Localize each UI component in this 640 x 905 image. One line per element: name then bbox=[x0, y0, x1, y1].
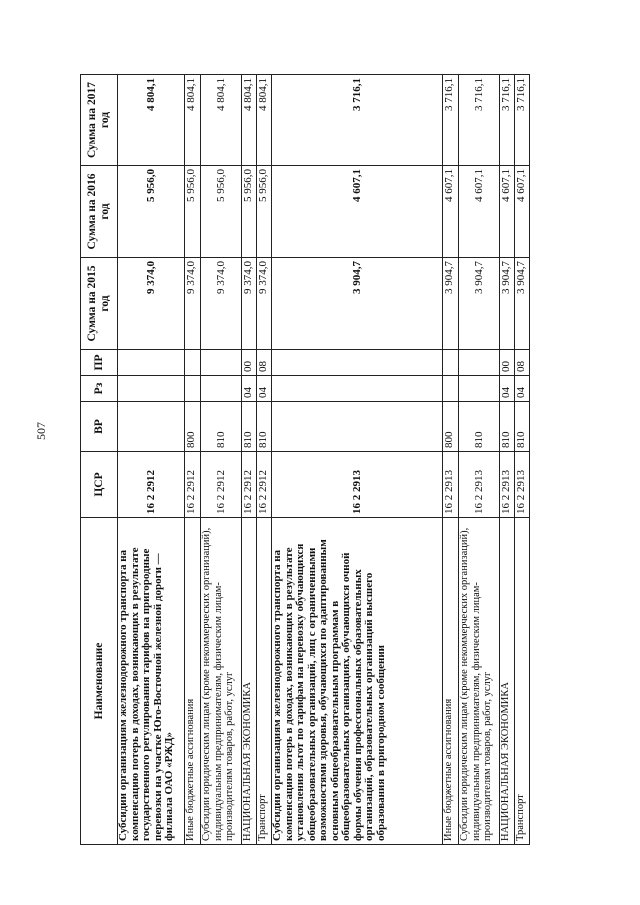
table-row bbox=[201, 75, 242, 845]
row-vr: 810 bbox=[242, 402, 257, 452]
row-vr bbox=[272, 402, 443, 452]
table-row bbox=[443, 75, 459, 845]
row-sum-2015: 3 904,7 bbox=[272, 258, 443, 350]
table-row bbox=[185, 75, 201, 845]
row-name: Субсидии юридическим лицам (кроме некоммерческих организаций), индивидуальным предпринимателям, физическим лицам-производителям товаров, работ, услуг bbox=[459, 518, 500, 845]
row-name: Субсидии юридическим лицам (кроме некоммерческих организаций), индивидуальным предпринимателям, физическим лицам-производителям товаров, работ, услуг bbox=[201, 518, 242, 845]
header-sum-2016: Сумма на 2016 год bbox=[81, 166, 118, 258]
row-vr: 810 bbox=[499, 402, 514, 452]
header-csr: ЦСР bbox=[81, 452, 118, 518]
table-row bbox=[459, 75, 500, 845]
row-name: Субсидии организациям железнодорожного транспорта на компенсацию потерь в доходах, возникающих в результате установления льгот по тарифам на перевозку обучающихся общеобразовательных организаций, лиц с ограниченными возможностями здоровья, обучающихся по адаптированным основным общеобразовательным программам в общеобразовательных организациях, обучающихся очной формы обучения профессиональных образовательных организаций, образовательных организаций высшего образования в пригородном сообщении bbox=[272, 518, 443, 845]
row-csr: 16 2 2913 bbox=[459, 452, 500, 518]
row-name: Иные бюджетные ассигнования bbox=[443, 518, 459, 845]
row-csr: 16 2 2913 bbox=[499, 452, 514, 518]
row-sum-2017: 3 716,1 bbox=[459, 75, 500, 166]
row-sum-2017: 3 716,1 bbox=[443, 75, 459, 166]
header-name: Наименование bbox=[81, 518, 118, 845]
row-sum-2015: 9 374,0 bbox=[242, 258, 257, 350]
row-sum-2016: 5 956,0 bbox=[242, 166, 257, 258]
row-pr bbox=[459, 350, 500, 376]
table-row bbox=[514, 75, 529, 845]
row-sum-2015: 3 904,7 bbox=[499, 258, 514, 350]
header-pr: ПР bbox=[81, 350, 118, 376]
row-pr: 00 bbox=[242, 350, 257, 376]
row-sum-2015: 9 374,0 bbox=[118, 258, 185, 350]
row-pr bbox=[118, 350, 185, 376]
row-vr: 810 bbox=[514, 402, 529, 452]
row-csr: 16 2 2912 bbox=[242, 452, 257, 518]
row-pr: 08 bbox=[514, 350, 529, 376]
row-csr: 16 2 2913 bbox=[272, 452, 443, 518]
row-sum-2017: 4 804,1 bbox=[118, 75, 185, 166]
row-sum-2015: 9 374,0 bbox=[257, 258, 272, 350]
table-row bbox=[257, 75, 272, 845]
row-sum-2017: 4 804,1 bbox=[201, 75, 242, 166]
table-row bbox=[499, 75, 514, 845]
row-vr: 810 bbox=[201, 402, 242, 452]
row-sum-2017: 3 716,1 bbox=[272, 75, 443, 166]
row-rz bbox=[459, 376, 500, 402]
row-rz bbox=[272, 376, 443, 402]
row-csr: 16 2 2913 bbox=[514, 452, 529, 518]
row-csr: 16 2 2912 bbox=[185, 452, 201, 518]
row-vr: 800 bbox=[185, 402, 201, 452]
row-vr bbox=[118, 402, 185, 452]
budget-table bbox=[80, 74, 530, 845]
row-sum-2017: 4 804,1 bbox=[242, 75, 257, 166]
header-rz: Рз bbox=[81, 376, 118, 402]
row-rz bbox=[185, 376, 201, 402]
table-row bbox=[118, 75, 185, 845]
row-sum-2015: 3 904,7 bbox=[514, 258, 529, 350]
page-number: 507 bbox=[34, 422, 48, 440]
row-vr: 800 bbox=[443, 402, 459, 452]
row-name: НАЦИОНАЛЬНАЯ ЭКОНОМИКА bbox=[242, 518, 257, 845]
row-pr: 08 bbox=[257, 350, 272, 376]
row-pr bbox=[443, 350, 459, 376]
row-name: Иные бюджетные ассигнования bbox=[185, 518, 201, 845]
row-sum-2015: 9 374,0 bbox=[185, 258, 201, 350]
row-pr bbox=[272, 350, 443, 376]
row-sum-2017: 4 804,1 bbox=[185, 75, 201, 166]
row-rz: 04 bbox=[514, 376, 529, 402]
row-pr: 00 bbox=[499, 350, 514, 376]
budget-table-container bbox=[80, 75, 530, 845]
row-sum-2016: 5 956,0 bbox=[118, 166, 185, 258]
row-sum-2016: 4 607,1 bbox=[499, 166, 514, 258]
table-header-row bbox=[81, 75, 118, 845]
header-sum-2015: Сумма на 2015 год bbox=[81, 258, 118, 350]
row-name: НАЦИОНАЛЬНАЯ ЭКОНОМИКА bbox=[499, 518, 514, 845]
row-rz bbox=[201, 376, 242, 402]
row-sum-2016: 5 956,0 bbox=[185, 166, 201, 258]
row-pr bbox=[185, 350, 201, 376]
row-sum-2016: 4 607,1 bbox=[514, 166, 529, 258]
row-sum-2017: 3 716,1 bbox=[499, 75, 514, 166]
row-name: Транспорт bbox=[257, 518, 272, 845]
row-sum-2016: 4 607,1 bbox=[272, 166, 443, 258]
row-csr: 16 2 2912 bbox=[257, 452, 272, 518]
row-sum-2016: 5 956,0 bbox=[201, 166, 242, 258]
row-rz: 04 bbox=[242, 376, 257, 402]
row-rz: 04 bbox=[257, 376, 272, 402]
row-csr: 16 2 2912 bbox=[118, 452, 185, 518]
row-csr: 16 2 2913 bbox=[443, 452, 459, 518]
row-pr bbox=[201, 350, 242, 376]
row-sum-2017: 4 804,1 bbox=[257, 75, 272, 166]
row-name: Транспорт bbox=[514, 518, 529, 845]
row-vr: 810 bbox=[459, 402, 500, 452]
row-name: Субсидии организациям железнодорожного транспорта на компенсацию потерь в доходах, возникающих в результате государственного регулирования тарифов на пригородные перевозки на участке Юго-Восточной железной дороги — филиала ОАО «РЖД» bbox=[118, 518, 185, 845]
row-sum-2015: 3 904,7 bbox=[459, 258, 500, 350]
row-sum-2016: 4 607,1 bbox=[459, 166, 500, 258]
row-csr: 16 2 2912 bbox=[201, 452, 242, 518]
table-row bbox=[272, 75, 443, 845]
header-vr: ВР bbox=[81, 402, 118, 452]
row-sum-2017: 3 716,1 bbox=[514, 75, 529, 166]
header-sum-2017: Сумма на 2017 год bbox=[81, 75, 118, 166]
table-row bbox=[242, 75, 257, 845]
row-sum-2015: 9 374,0 bbox=[201, 258, 242, 350]
row-rz: 04 bbox=[499, 376, 514, 402]
row-sum-2016: 5 956,0 bbox=[257, 166, 272, 258]
row-rz bbox=[443, 376, 459, 402]
row-rz bbox=[118, 376, 185, 402]
row-vr: 810 bbox=[257, 402, 272, 452]
row-sum-2016: 4 607,1 bbox=[443, 166, 459, 258]
row-sum-2015: 3 904,7 bbox=[443, 258, 459, 350]
